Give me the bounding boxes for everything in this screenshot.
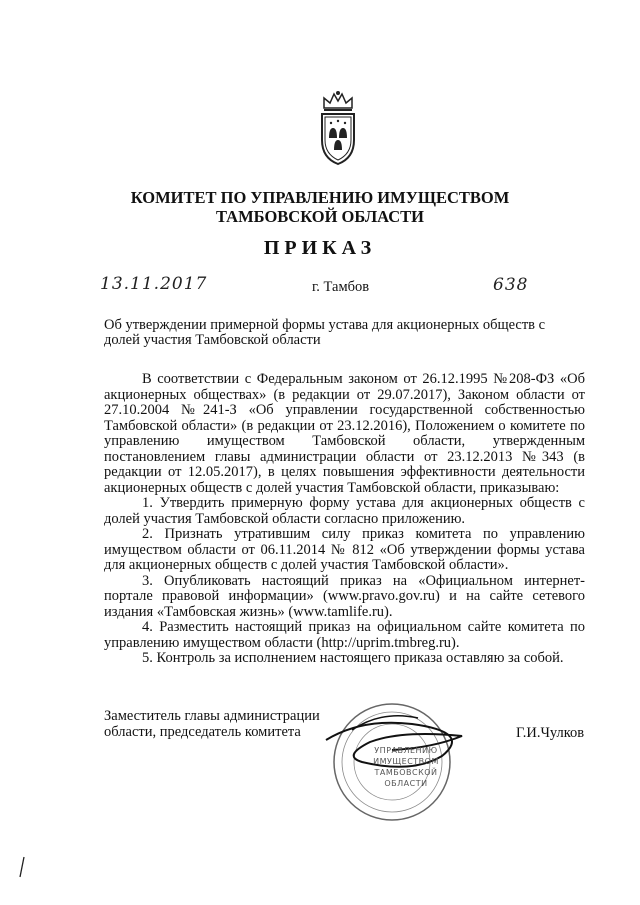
stamp-text	[366, 745, 446, 789]
document-subject: Об утверждении примерной формы устава для акционерных обществ с долей участия Тамбовской области	[104, 317, 546, 348]
stamp-text-line4: ОБЛАСТИ	[384, 779, 428, 788]
coat-of-arms-icon	[316, 88, 360, 168]
preamble-paragraph: В соответствии с Федеральным законом от 26.12.1995 №208-ФЗ «Об акционерных обществах» (в редакции от 29.07.2017), Законом области от 27.10.2004 №241-З «Об управлении государственной собственностью Тамбовской области» (в редакции от 23.12.2016), Положением о комитете по управлению имуществом Тамбовской области, утвержденным постановлением главы администрации области от 23.12.2013 №343 (в редакции от 12.05.2017), в целях повышения эффективности деятельности акционерных обществ с долей участия Тамбовской области, приказываю:	[104, 371, 585, 496]
document-city: г. Тамбов	[312, 279, 370, 295]
signer-position	[104, 709, 344, 740]
stamp-text-line3: ТАМБОВСКОЙ	[374, 768, 438, 777]
organization-title	[60, 188, 580, 226]
margin-pen-mark	[18, 856, 26, 878]
order-item-3: 3. Опубликовать настоящий приказ на «Официальном интернет-портале правовой информации» (www.pravo.gov.ru) и на сайте сетевого издания «Тамбовская жизнь» (www.tamlife.ru).	[104, 572, 585, 620]
organization-title-line1: КОМИТЕТ ПО УПРАВЛЕНИЮ ИМУЩЕСТВОМ	[130, 188, 510, 207]
document-number: 638	[493, 275, 529, 295]
order-item-2: 2. Признать утратившим силу приказ комитета по управлению имуществом области от 06.11.2014 № 812 «Об утверждении формы устава для акционерных обществ с долей участия Тамбовской области».	[104, 526, 585, 573]
organization-title-line2: ТАМБОВСКОЙ ОБЛАСТИ	[215, 207, 425, 226]
order-item-1: 1. Утвердить примерную форму устава для акционерных обществ с долей участия Тамбовской области согласно приложению.	[104, 495, 585, 527]
signer-position-line2: области, председатель комитета	[104, 723, 301, 740]
document-type: ПРИКАЗ	[263, 237, 377, 259]
document-body	[104, 372, 585, 667]
document-date: 13.11.2017	[100, 274, 208, 294]
signer-name: Г.И.Чулков	[516, 725, 585, 741]
stamp-text-line2: ИМУЩЕСТВОМ	[373, 757, 439, 766]
stamp-text-line1: УПРАВЛЕНИЮ	[374, 746, 438, 755]
signer-position-line1: Заместитель главы администрации	[104, 708, 320, 724]
order-item-4: 4. Разместить настоящий приказ на официальном сайте комитета по управлению имуществом области (http://uprim.tmbreg.ru).	[104, 619, 585, 651]
order-item-5: 5. Контроль за исполнением настоящего приказа оставляю за собой.	[142, 650, 564, 666]
